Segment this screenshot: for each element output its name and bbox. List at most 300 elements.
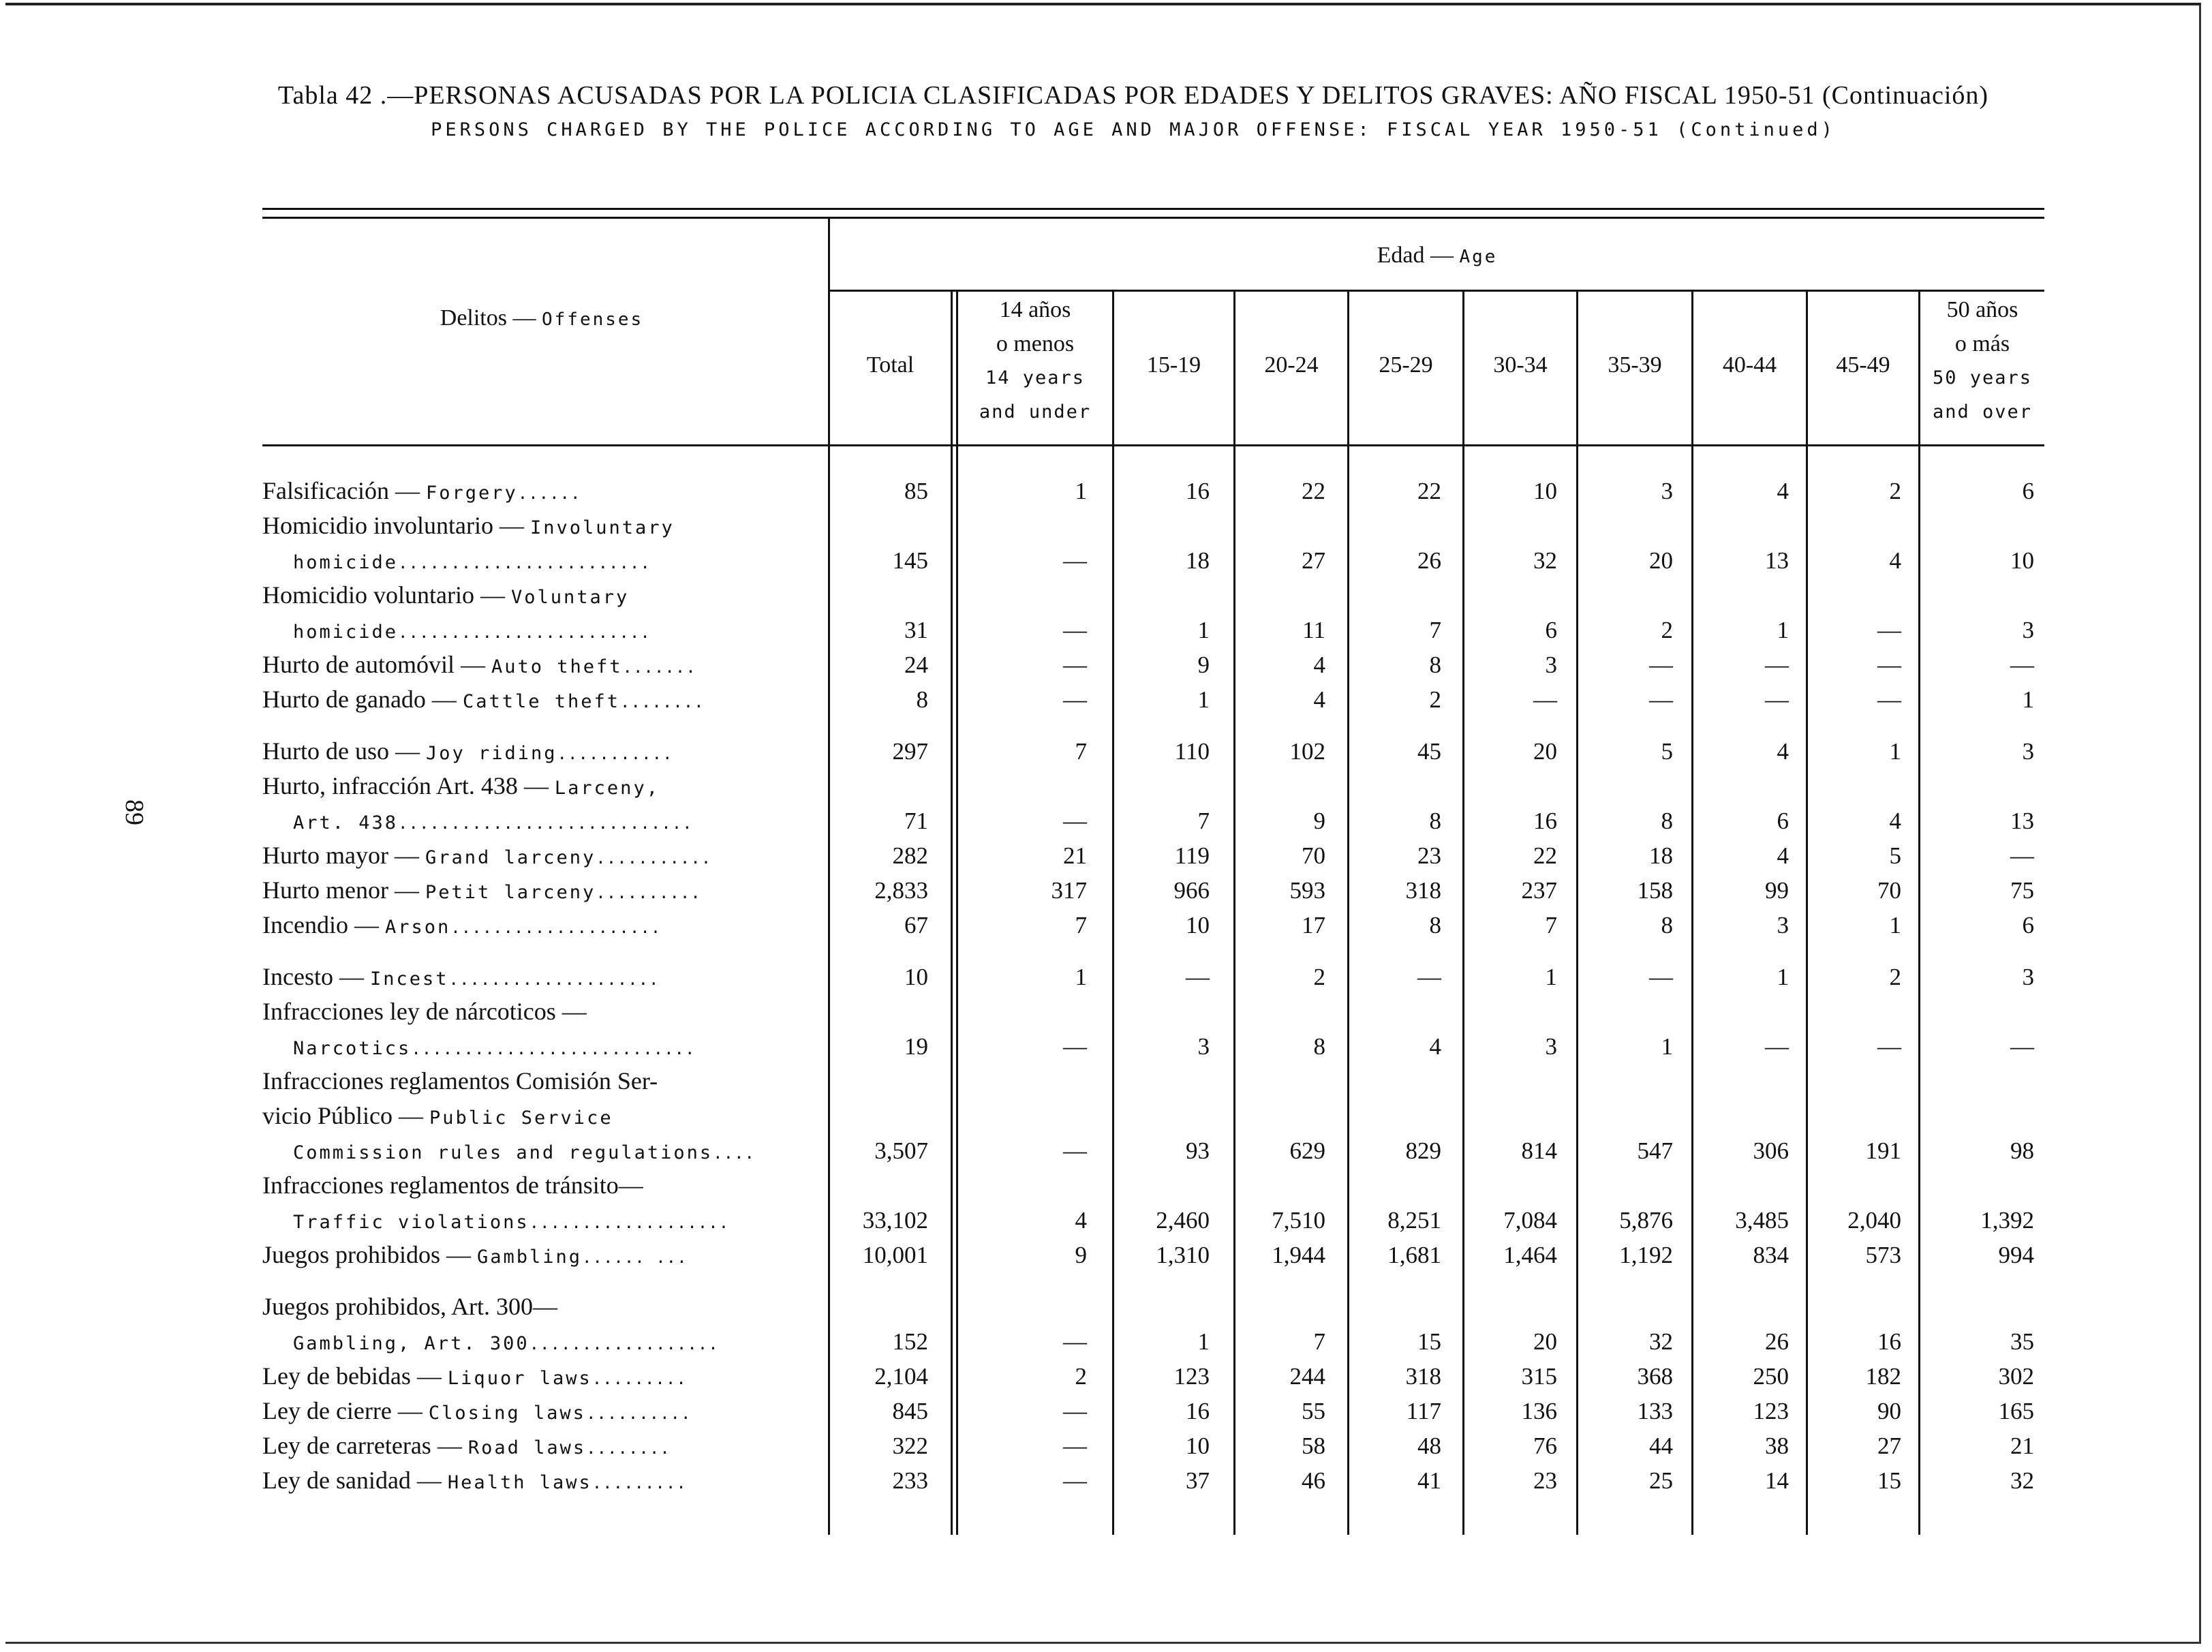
cell-45-49: 4 [1889,808,1901,834]
cell-total: 282 [892,842,928,869]
leader-dots: .... [713,1144,755,1163]
table-row [0,960,2212,994]
cell-20-24: 17 [1302,912,1325,938]
offense-label [262,578,821,613]
cell-25-29: 4 [1429,1033,1441,1060]
offense-label [262,508,821,543]
header-over50-es-2: o más [1954,331,2010,356]
table-row [0,1168,2212,1203]
cell-total: 67 [904,912,928,938]
leader-dots: ............................ [398,814,693,833]
offense-en: Joy riding [425,743,557,764]
offense-es: Juegos prohibidos — [262,1241,477,1268]
cell-15-19: 3 [1197,1033,1210,1060]
cell-25-29: 2 [1429,686,1441,713]
cell-under-14: 1 [1075,964,1087,990]
cell-45-49: 90 [1877,1398,1901,1424]
table-row [0,1428,2212,1463]
cell-40-44: 99 [1765,877,1789,904]
offense-es: Ley de bebidas — [262,1362,448,1390]
cell-30-34: 23 [1533,1467,1557,1494]
table-row [0,474,2212,508]
cell-under-14: — [1063,1467,1087,1494]
cell-40-44: 3 [1777,912,1789,938]
cell-total: 3,507 [874,1137,928,1164]
cell-20-24: 244 [1289,1363,1325,1390]
cell-25-29: 48 [1417,1433,1441,1459]
offense-es: Homicidio involuntario — [262,512,530,539]
leader-dots: ........... [596,848,712,868]
table-row [0,1203,2212,1238]
cell-50-and-over: 3 [2022,964,2034,990]
cell-25-29: 318 [1405,877,1441,904]
cell-30-34: 814 [1521,1137,1557,1164]
cell-50-and-over: 75 [2010,877,2034,904]
cell-50-and-over: 32 [2010,1467,2034,1494]
leader-dots: ................... [529,1213,730,1232]
cell-20-24: 8 [1313,1033,1325,1060]
offense-label [262,838,821,873]
cell-45-49: 2 [1889,478,1901,504]
cell-40-44: — [1765,686,1789,713]
leader-dots: .................... [448,970,660,989]
cell-40-44: 26 [1765,1328,1789,1355]
offense-es: Incendio — [262,911,385,938]
cell-15-19: 10 [1186,1433,1210,1459]
cell-under-14: — [1063,652,1087,678]
age-header-es: Edad — [1377,243,1460,268]
cell-15-19: 1 [1197,617,1210,643]
offense-label [262,1099,821,1133]
cell-50-and-over: — [2010,1033,2034,1060]
cell-20-24: 46 [1302,1467,1325,1494]
cell-45-49: — [1877,617,1901,643]
offense-es: Hurto mayor — [262,842,425,869]
cell-under-14: 2 [1075,1363,1087,1390]
offense-en: Larceny, [554,778,660,799]
offenses-header-es: Delitos — [440,305,542,331]
cell-30-34: 136 [1521,1398,1557,1424]
cell-20-24: 27 [1302,547,1325,574]
table-row [0,1324,2212,1359]
offense-es: Hurto de automóvil — [262,651,491,678]
table-row [0,994,2212,1029]
cell-45-49: — [1877,1033,1901,1060]
cell-50-and-over: 6 [2022,478,2034,504]
cell-total: 322 [892,1433,928,1459]
cell-25-29: 22 [1417,478,1441,504]
cell-25-29: 26 [1417,547,1441,574]
cell-50-and-over: 3 [2022,617,2034,643]
cell-45-49: 70 [1877,877,1901,904]
header-total-label: Total [866,352,915,378]
cell-40-44: 38 [1765,1433,1789,1459]
cell-20-24: 7 [1313,1328,1325,1355]
offense-label [262,1428,821,1463]
cell-25-29: 23 [1417,842,1441,869]
cell-total: 31 [904,617,928,643]
cell-20-24: 2 [1313,964,1325,990]
cell-45-49: 1 [1889,912,1901,938]
cell-under-14: 21 [1063,842,1087,869]
cell-30-34: 10 [1533,478,1557,504]
offense-label [262,647,821,682]
table-title-english: PERSONS CHARGED BY THE POLICE ACCORDING TO AGE AND MAJOR OFFENSE: FISCAL YEAR 1950-51 (Continued) [431,119,1836,140]
offense-en: Grand larceny [425,847,596,868]
leader-dots: ......... [592,1369,687,1388]
offense-es: Infracciones reglamentos de tránsito— [262,1172,643,1199]
cell-25-29: 829 [1405,1137,1441,1164]
cell-total: 233 [892,1467,928,1494]
cell-15-19: 119 [1174,842,1210,869]
offense-en: Cattle theft [462,691,621,712]
cell-under-14: — [1063,617,1087,643]
cell-50-and-over: 35 [2010,1328,2034,1355]
offense-en: Petit larceny [425,882,596,903]
cell-20-24: 22 [1302,478,1325,504]
offense-es: Ley de sanidad — [262,1467,448,1494]
offense-label [293,1133,852,1168]
cell-30-34: 20 [1533,1328,1557,1355]
cell-15-19: 1,310 [1156,1242,1210,1268]
offense-label [262,769,821,804]
cell-35-39: 8 [1661,912,1673,938]
header-15-19: 15-19 [1146,352,1201,378]
cell-under-14: — [1063,547,1087,574]
table-row [0,804,2212,838]
table-row [0,1463,2212,1498]
cell-50-and-over: 994 [1998,1242,2034,1268]
cell-30-34: 7,084 [1503,1207,1557,1234]
cell-total: 297 [892,738,928,765]
cell-total: 145 [892,547,928,574]
offense-label [293,1203,852,1238]
header-20-24: 20-24 [1264,352,1319,378]
cell-35-39: 5 [1661,738,1673,765]
cell-total: 152 [892,1328,928,1355]
leader-dots: .......... [585,1404,692,1423]
cell-35-39: — [1649,686,1673,713]
cell-40-44: 1 [1777,617,1789,643]
cell-20-24: 593 [1289,877,1325,904]
cell-total: 85 [904,478,928,504]
cell-under-14: — [1063,686,1087,713]
cell-35-39: 158 [1637,877,1673,904]
cell-45-49: 5 [1889,842,1901,869]
leader-dots: ........... [557,744,673,763]
table-row [0,1238,2212,1272]
cell-under-14: — [1063,1033,1087,1060]
cell-40-44: 14 [1765,1467,1789,1494]
offense-en: homicide [293,622,399,643]
offense-es: Homicidio voluntario — [262,581,511,609]
cell-40-44: 306 [1753,1137,1789,1164]
cell-20-24: 9 [1313,808,1325,834]
cell-20-24: 4 [1313,652,1325,678]
offense-en: Traffic violations [293,1212,529,1233]
offense-label [293,1324,852,1359]
cell-35-39: — [1649,964,1673,990]
cell-under-14: 7 [1075,912,1087,938]
offense-en: Gambling [477,1246,583,1268]
cell-15-19: 10 [1186,912,1210,938]
cell-under-14: — [1063,1328,1087,1355]
cell-total: 10,001 [862,1242,928,1268]
table-body [0,474,2212,1498]
offense-es: vicio Público — [262,1102,429,1129]
cell-total: 33,102 [862,1207,928,1234]
cell-35-39: 25 [1649,1467,1673,1494]
cell-50-and-over: 1,392 [1980,1207,2034,1234]
cell-45-49: 16 [1877,1328,1901,1355]
table-row [0,647,2212,682]
cell-30-34: 16 [1533,808,1557,834]
leader-dots: ........................ [398,553,651,572]
offense-en: Public Service [429,1107,613,1129]
cell-15-19: 16 [1186,478,1210,504]
leader-dots: ......... [592,1473,687,1493]
cell-15-19: 123 [1173,1363,1210,1390]
cell-15-19: 18 [1186,547,1210,574]
offense-en: Commission rules and regulations [293,1142,713,1163]
table-row [0,769,2212,804]
cell-15-19: 9 [1197,652,1210,678]
cell-30-34: 315 [1521,1363,1557,1390]
offense-en: Auto theft [491,656,623,677]
offense-en: Involuntary [529,517,675,538]
cell-30-34: — [1533,686,1557,713]
table-row [0,873,2212,908]
top-rule [262,208,2044,210]
cell-35-39: 1,192 [1619,1242,1673,1268]
table-row [0,1133,2212,1168]
cell-30-34: 1,464 [1503,1242,1557,1268]
cell-15-19: 7 [1197,808,1210,834]
cell-total: 24 [904,652,928,678]
cell-15-19: 966 [1173,877,1210,904]
row-spacer [0,943,2212,960]
table-row [0,1064,2212,1099]
cell-30-34: 6 [1545,617,1557,643]
cell-25-29: 117 [1406,1398,1441,1424]
offense-label [262,960,821,994]
cell-25-29: 318 [1405,1363,1441,1390]
cell-total: 2,833 [874,877,928,904]
offense-es: Hurto de uso — [262,737,426,765]
offense-label [262,1289,821,1324]
age-header-en: Age [1459,247,1498,267]
cell-under-14: — [1063,808,1087,834]
table-row [0,1289,2212,1324]
cell-40-44: 834 [1753,1242,1789,1268]
header-25-29: 25-29 [1379,352,1433,378]
header-under-14 [958,293,1112,429]
cell-25-29: 8 [1429,652,1441,678]
cell-15-19: — [1186,964,1210,990]
header-under14-es-1: 14 años [999,297,1071,322]
cell-50-and-over: 6 [2022,912,2034,938]
cell-15-19: 1 [1197,686,1210,713]
offense-es: Incesto — [262,963,370,990]
cell-40-44: 4 [1777,842,1789,869]
header-40-44: 40-44 [1722,352,1777,378]
cell-40-44: — [1765,1033,1789,1060]
header-over50-en-1: 50 years [1932,367,2033,388]
cell-30-34: 32 [1533,547,1557,574]
cell-25-29: — [1417,964,1441,990]
cell-35-39: 8 [1661,808,1673,834]
cell-20-24: 1,944 [1272,1242,1325,1268]
offense-label [262,1168,821,1203]
cell-20-24: 11 [1302,617,1325,643]
offense-en: Art. 438 [293,812,399,833]
table-row [0,1029,2212,1064]
cell-40-44: 6 [1777,808,1789,834]
table-title-spanish: Tabla 42 .—PERSONAS ACUSADAS POR LA POLICIA CLASIFICADAS POR EDADES Y DELITOS GRAVES: AÑO FISCAL 1950-51 (Continuación) [277,81,1989,110]
cell-25-29: 15 [1417,1328,1441,1355]
cell-35-39: 5,876 [1619,1207,1673,1234]
header-over50-en-2: and over [1932,401,2033,423]
cell-30-34: 3 [1545,652,1557,678]
cell-30-34: 20 [1533,738,1557,765]
cell-15-19: 1 [1197,1328,1210,1355]
cell-45-49: — [1877,652,1901,678]
offense-en: homicide [293,552,399,573]
cell-35-39: 44 [1649,1433,1673,1459]
cell-35-39: — [1649,652,1673,678]
cell-50-and-over: — [2010,842,2034,869]
cell-45-49: 27 [1877,1433,1901,1459]
row-spacer [0,1272,2212,1289]
cell-45-49: 15 [1877,1467,1901,1494]
cell-25-29: 8,251 [1387,1207,1441,1234]
header-50-and-over [1920,293,2044,429]
offense-label [262,1394,821,1428]
cell-35-39: 18 [1649,842,1673,869]
cell-15-19: 93 [1186,1137,1210,1164]
cell-15-19: 110 [1174,738,1210,765]
header-over50-es-1: 50 años [1946,297,2018,322]
header-30-34: 30-34 [1493,352,1548,378]
cell-45-49: 4 [1889,547,1901,574]
offense-label [293,613,852,647]
cell-40-44: 3,485 [1735,1207,1789,1234]
cell-35-39: 133 [1637,1398,1673,1424]
cell-45-49: 191 [1865,1137,1901,1164]
offense-es: Ley de carreteras — [262,1432,468,1459]
cell-total: 19 [904,1033,928,1060]
cell-15-19: 16 [1186,1398,1210,1424]
offense-label [262,1064,821,1099]
offense-label [262,734,821,769]
cell-25-29: 8 [1429,808,1441,834]
cell-40-44: 13 [1765,547,1789,574]
cell-30-34: 237 [1521,877,1557,904]
table-row [0,578,2212,613]
offense-en: Narcotics [293,1038,412,1059]
offense-es: Ley de cierre — [262,1397,429,1424]
cell-30-34: 1 [1545,964,1557,990]
cell-50-and-over: — [2010,652,2034,678]
cell-30-34: 22 [1533,842,1557,869]
cell-25-29: 8 [1429,912,1441,938]
cell-45-49: 573 [1865,1242,1901,1268]
cell-20-24: 7,510 [1272,1207,1325,1234]
table-row [0,1394,2212,1428]
cell-30-34: 3 [1545,1033,1557,1060]
offenses-column-header [262,305,821,331]
cell-40-44: — [1765,652,1789,678]
offense-en: Closing laws [428,1403,586,1424]
offense-en: Arson [384,917,451,938]
offense-en: Health laws [447,1472,592,1493]
cell-20-24: 102 [1289,738,1325,765]
cell-20-24: 58 [1302,1433,1325,1459]
offense-label [293,1029,852,1064]
table-row [0,734,2212,769]
cell-35-39: 3 [1661,478,1673,504]
offense-label [262,474,821,508]
cell-total: 2,104 [874,1363,928,1390]
cell-20-24: 70 [1302,842,1325,869]
table-row [0,543,2212,578]
offense-label [262,994,821,1029]
leader-dots: ........ [586,1439,671,1458]
offense-en: Road laws [467,1437,587,1458]
cell-20-24: 629 [1289,1137,1325,1164]
cell-under-14: — [1063,1398,1087,1424]
cell-35-39: 20 [1649,547,1673,574]
table-row [0,1359,2212,1394]
age-group-header [830,243,2044,269]
cell-15-19: 2,460 [1156,1207,1210,1234]
offense-label [293,543,852,578]
age-header-rule [830,290,2044,292]
row-spacer [0,717,2212,734]
header-35-39: 35-39 [1608,352,1662,378]
cell-50-and-over: 98 [2010,1137,2034,1164]
cell-50-and-over: 21 [2010,1433,2034,1459]
cell-total: 845 [892,1398,928,1424]
header-under14-en-1: 14 years [985,367,1086,388]
cell-50-and-over: 1 [2022,686,2034,713]
cell-45-49: 182 [1865,1363,1901,1390]
leader-dots: ........ [620,692,705,712]
offense-en: Forgery [425,483,518,504]
cell-40-44: 1 [1777,964,1789,990]
leader-dots: ...... [517,484,581,503]
cell-30-34: 7 [1545,912,1557,938]
cell-under-14: 317 [1051,877,1087,904]
leader-dots: .................... [450,918,662,937]
cell-20-24: 4 [1313,686,1325,713]
leader-dots: ........................ [398,623,651,642]
leader-dots: ...... ... [582,1248,688,1267]
leader-dots: ....... [622,658,696,677]
leader-dots: .................. [529,1334,719,1353]
offense-es: Falsificación — [262,477,426,504]
table-row [0,682,2212,717]
cell-25-29: 41 [1417,1467,1441,1494]
offense-en: Liquor laws [447,1368,592,1389]
cell-under-14: 7 [1075,738,1087,765]
cell-40-44: 250 [1753,1363,1789,1390]
offense-label [293,804,852,838]
cell-35-39: 32 [1649,1328,1673,1355]
header-total [830,348,951,383]
table-row [0,838,2212,873]
offense-es: Infracciones reglamentos Comisión Ser- [262,1067,658,1095]
